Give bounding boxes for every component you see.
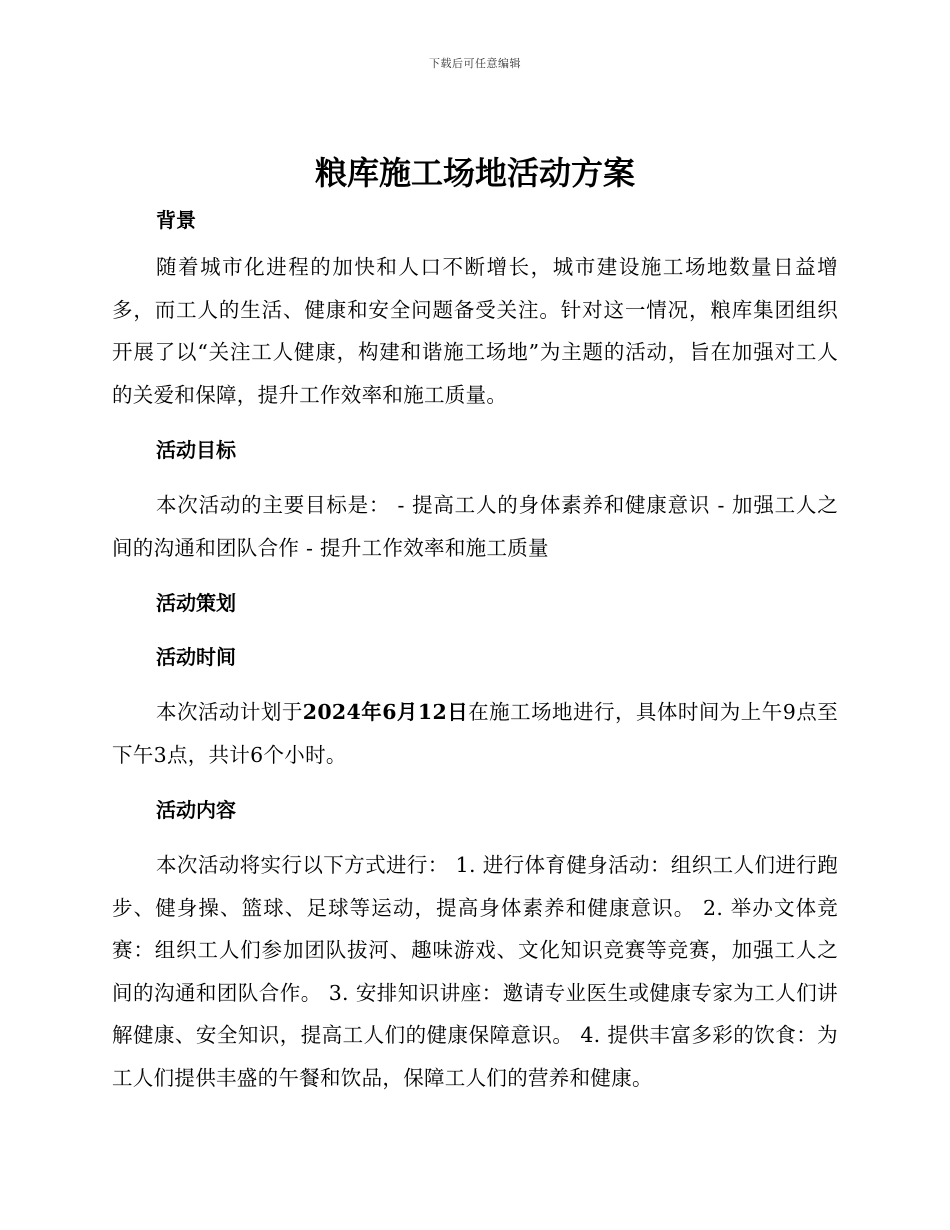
heading-goal: 活动目标 (156, 438, 236, 462)
paragraph-background: 随着城市化进程的加快和人口不断增长，城市建设施工场地数量日益增多，而工人的生活、健康和安全问题备受关注。针对这一情况，粮库集团组织开展了以“关注工人健康，构建和谐施工场地”为主题的活动，旨在加强对工人的关爱和保障，提升工作效率和施工质量。 (112, 255, 838, 407)
heading-time: 活动时间 (156, 645, 236, 669)
paragraph-goal: 本次活动的主要目标是： - 提高工人的身体素养和健康意识 - 加强工人之间的沟通和团队合作 - 提升工作效率和施工质量 (112, 493, 838, 560)
event-date: 2024年6月12日 (302, 700, 469, 724)
document-body (112, 200, 838, 1099)
heading-content: 活动内容 (156, 798, 236, 822)
heading-background: 背景 (156, 208, 196, 232)
time-text-before: 本次活动计划于 (156, 700, 303, 724)
header-note: 下载后可任意编辑 (429, 57, 521, 70)
time-text-after: 在施工场地进行，具体时间为上午9点至下午3点，共计6个小时。 (112, 700, 838, 767)
paragraph-time (112, 691, 838, 776)
document-title: 粮库施工场地活动方案 (314, 154, 635, 192)
paragraph-content: 本次活动将实行以下方式进行： 1. 进行体育健身活动：组织工人们进行跑步、健身操、篮球、足球等运动，提高身体素养和健康意识。 2. 举办文体竞赛：组织工人们参加团队拔河、趣味游戏、文化知识竞赛等竞赛，加强工人之间的沟通和团队合作。 3. 安排知识讲座：邀请专业医生或健康专家为工人们讲解健康、安全知识，提高工人们的健康保障意识。 4. 提供丰富多彩的饮食：为工人们提供丰盛的午餐和饮品，保障工人们的营养和健康。 (112, 853, 838, 1090)
heading-planning: 活动策划 (156, 591, 236, 615)
